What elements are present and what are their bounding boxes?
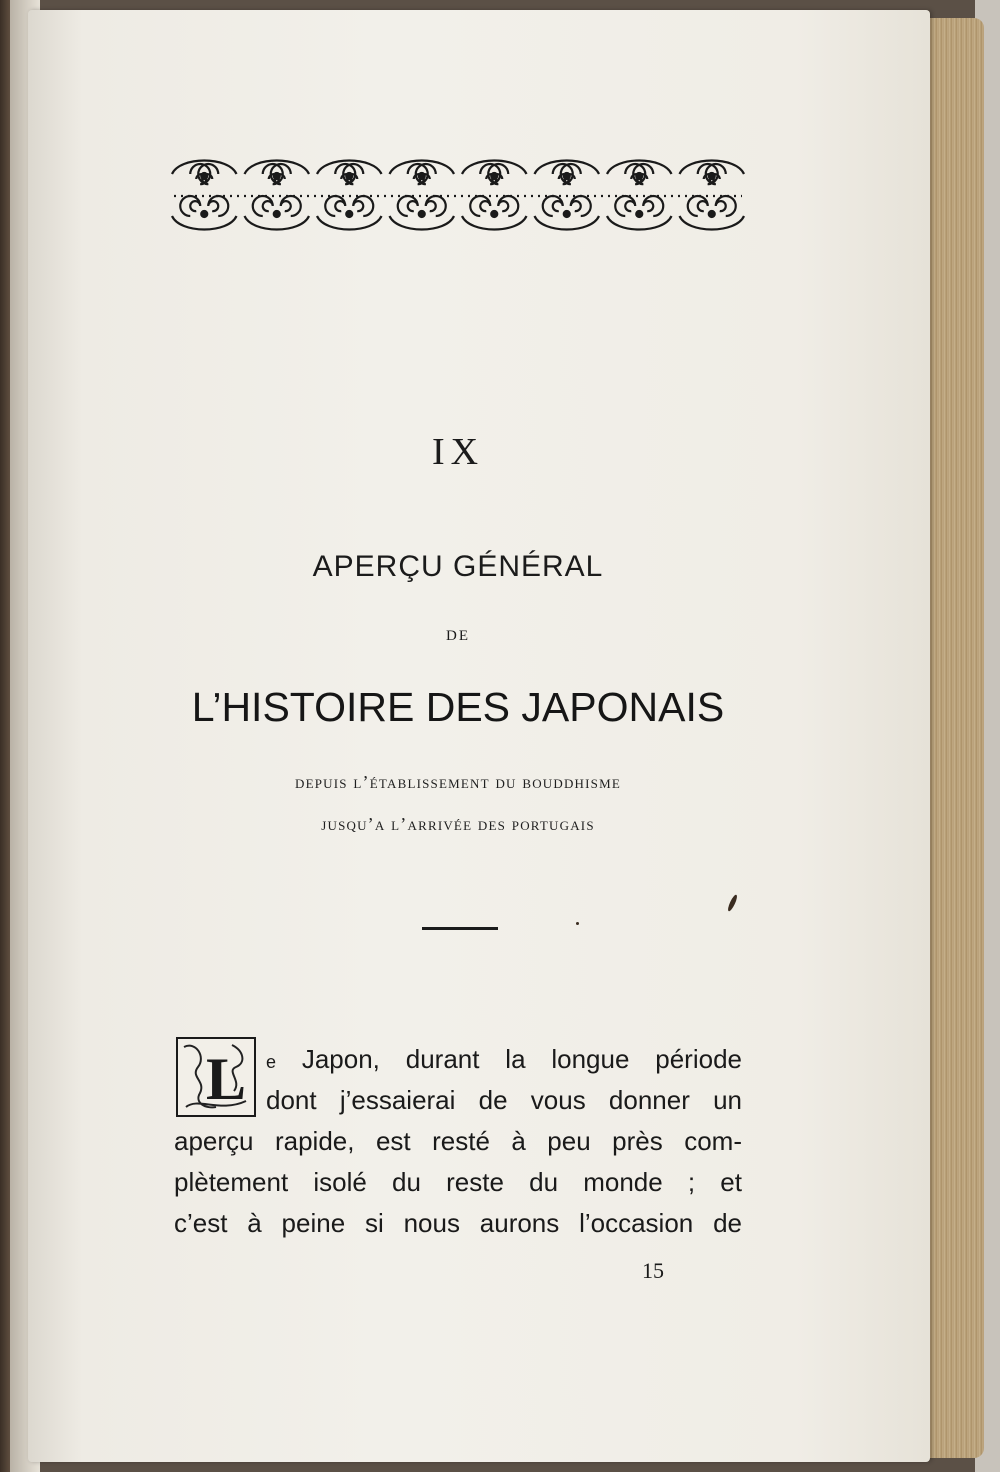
body-line-2: dont j’essaierai de vous donner un <box>266 1085 742 1115</box>
ornament-dot <box>564 173 570 179</box>
body-line-5: c’est à peine si nous aurons l’occasion de <box>174 1208 742 1238</box>
illuminated-dropcap <box>176 1037 256 1117</box>
body-line-1 <box>266 1044 742 1075</box>
ornament-dot <box>274 211 280 217</box>
chapter-title-line-2: L’HISTOIRE DES JAPONAIS <box>191 684 725 730</box>
book-page <box>28 10 930 1462</box>
first-letter: e <box>266 1052 277 1072</box>
page-number: 15 <box>642 1258 664 1283</box>
ornament-dot <box>491 173 497 179</box>
ink-speck <box>726 894 738 912</box>
body-line-1-text: Japon, durant la longue période <box>276 1044 742 1074</box>
chapter-title-connector: DE <box>446 628 470 644</box>
section-rule <box>422 927 498 930</box>
ornament-dot <box>419 211 425 217</box>
chapter-subtitle-line-1: depuis l’établissement du bouddhisme <box>295 772 621 792</box>
chapter-number: IX <box>431 431 485 473</box>
ornament-dot <box>709 173 715 179</box>
chapter-subtitle-line-2: jusqu’a l’arrivée des portugais <box>321 814 595 834</box>
dropcap-letter: L <box>206 1046 247 1112</box>
body-line-3: aperçu rapide, est resté à peu près com- <box>174 1126 742 1156</box>
ornament-dot <box>346 173 352 179</box>
chapter-title-line-1: APERÇU GÉNÉRAL <box>312 550 604 583</box>
ink-speck <box>576 922 579 925</box>
ornament-dot <box>201 211 207 217</box>
body-line-4: plètement isolé du reste du monde ; et <box>174 1167 742 1197</box>
ornament-dot <box>346 211 352 217</box>
ornament-dot <box>274 173 280 179</box>
ornament-dot <box>564 211 570 217</box>
ornament-dot <box>491 211 497 217</box>
ornament-dot <box>636 211 642 217</box>
ornament-dot <box>636 173 642 179</box>
ornamental-headpiece <box>168 150 748 242</box>
ornament-dot <box>201 173 207 179</box>
ornament-dot <box>419 173 425 179</box>
ornament-dot <box>709 211 715 217</box>
